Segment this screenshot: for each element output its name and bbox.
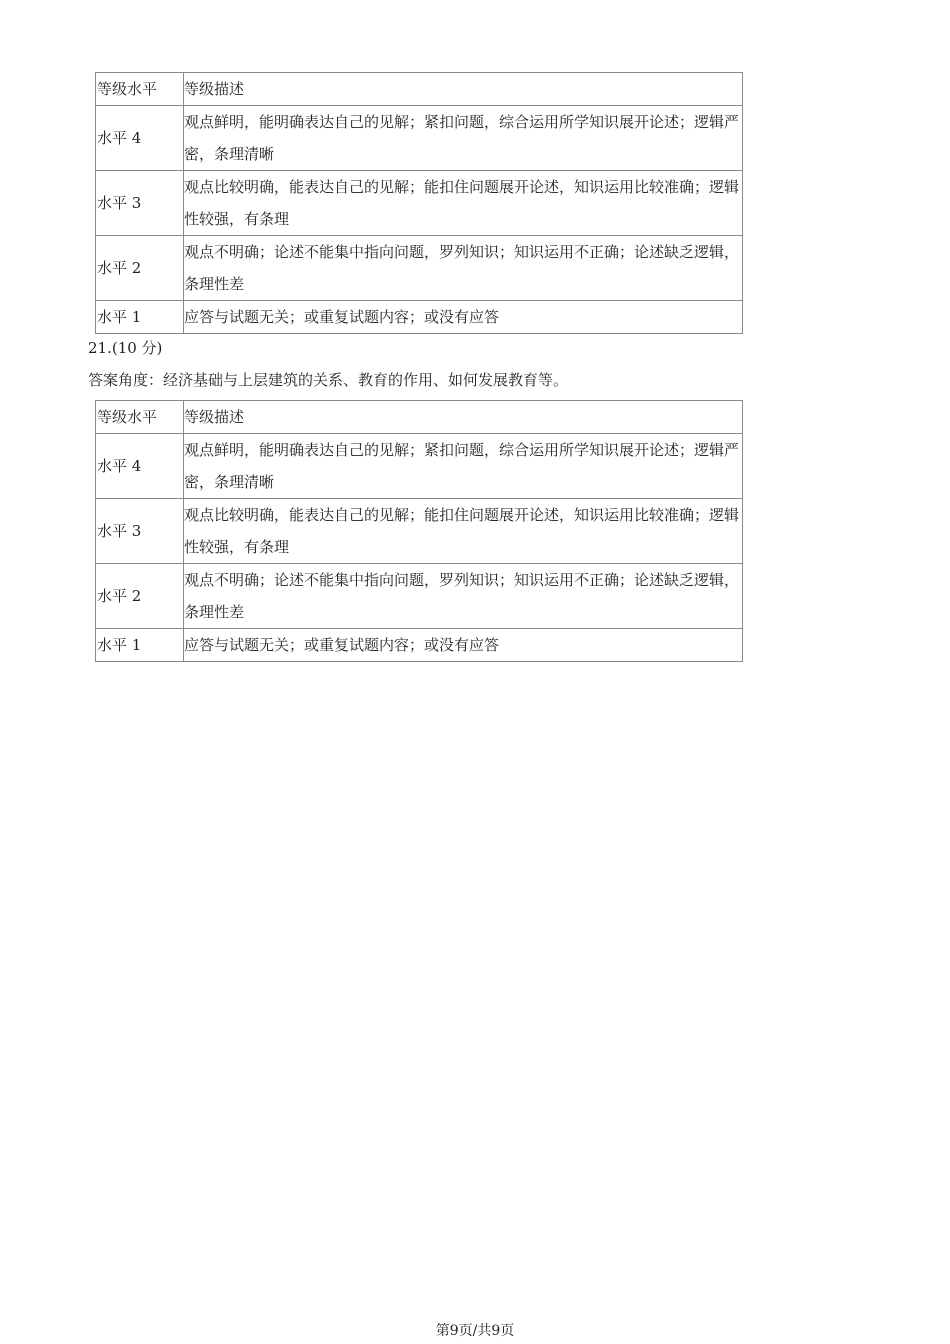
description-cell: 应答与试题无关；或重复试题内容；或没有应答 xyxy=(184,629,743,662)
level-cell: 水平 2 xyxy=(96,564,184,629)
level-cell: 水平 4 xyxy=(96,434,184,499)
rubric-table-1 xyxy=(95,72,743,334)
header-description-cell: 等级描述 xyxy=(184,73,743,106)
table-row xyxy=(96,236,743,301)
table-row xyxy=(96,171,743,236)
level-cell: 水平 1 xyxy=(96,629,184,662)
answer-angle-text: 答案角度：经济基础与上层建筑的关系、教育的作用、如何发展教育等。 xyxy=(88,371,569,389)
rubric-table-2 xyxy=(95,400,743,662)
table-row xyxy=(96,434,743,499)
question-number: 21.(10 分) xyxy=(88,339,163,357)
table-header-row xyxy=(96,401,743,434)
level-cell: 水平 3 xyxy=(96,499,184,564)
header-description-cell: 等级描述 xyxy=(184,401,743,434)
description-cell: 观点不明确；论述不能集中指向问题，罗列知识；知识运用不正确；论述缺乏逻辑，条理性差 xyxy=(184,564,743,629)
table-row xyxy=(96,301,743,334)
description-cell: 应答与试题无关；或重复试题内容；或没有应答 xyxy=(184,301,743,334)
description-cell: 观点比较明确，能表达自己的见解；能扣住问题展开论述，知识运用比较准确；逻辑性较强，有条理 xyxy=(184,499,743,564)
description-cell: 观点鲜明，能明确表达自己的见解；紧扣问题，综合运用所学知识展开论述；逻辑严密，条理清晰 xyxy=(184,434,743,499)
header-level-cell: 等级水平 xyxy=(96,401,184,434)
description-cell: 观点鲜明，能明确表达自己的见解；紧扣问题，综合运用所学知识展开论述；逻辑严密，条理清晰 xyxy=(184,106,743,171)
level-cell: 水平 2 xyxy=(96,236,184,301)
description-cell: 观点不明确；论述不能集中指向问题，罗列知识；知识运用不正确；论述缺乏逻辑，条理性差 xyxy=(184,236,743,301)
page-footer: 第9页/共9页 xyxy=(435,1323,515,1339)
table-row xyxy=(96,106,743,171)
level-cell: 水平 4 xyxy=(96,106,184,171)
level-cell: 水平 3 xyxy=(96,171,184,236)
table-header-row xyxy=(96,73,743,106)
table-row xyxy=(96,564,743,629)
table-row xyxy=(96,499,743,564)
description-cell: 观点比较明确，能表达自己的见解；能扣住问题展开论述，知识运用比较准确；逻辑性较强，有条理 xyxy=(184,171,743,236)
level-cell: 水平 1 xyxy=(96,301,184,334)
table-row xyxy=(96,629,743,662)
header-level-cell: 等级水平 xyxy=(96,73,184,106)
